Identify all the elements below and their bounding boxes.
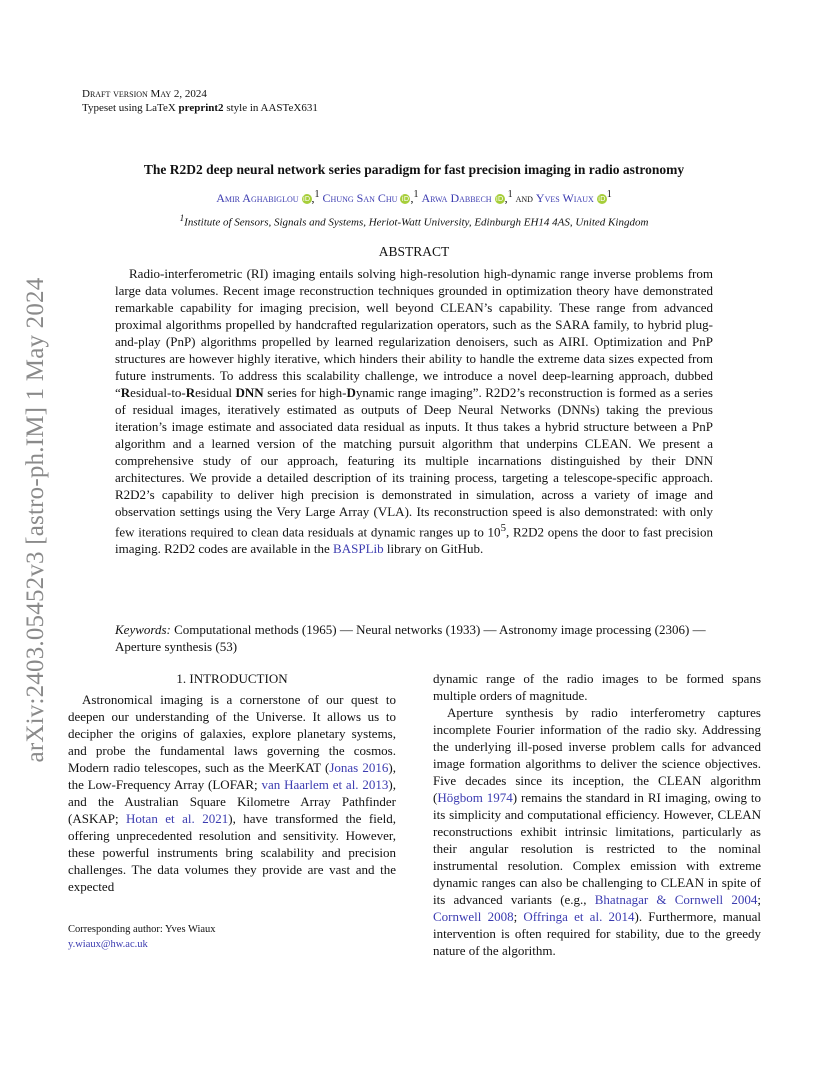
paper-title: The R2D2 deep neural network series paradigm for fast precision imaging in radio astronomy bbox=[143, 162, 685, 177]
citation-link[interactable]: Jonas 2016 bbox=[329, 760, 389, 775]
orcid-icon[interactable]: iD bbox=[302, 195, 311, 203]
citation-link[interactable]: van Haarlem et al. 2013 bbox=[261, 777, 389, 792]
citation-link[interactable]: Bhatnagar & Cornwell 2004 bbox=[594, 892, 758, 907]
document-header bbox=[82, 87, 318, 115]
citation-link[interactable]: Offringa et al. 2014 bbox=[523, 909, 635, 924]
author-name[interactable]: Yves Wiaux bbox=[535, 191, 594, 205]
orcid-icon[interactable]: iD bbox=[401, 195, 410, 203]
citation-link[interactable]: Hotan et al. 2021 bbox=[126, 811, 229, 826]
author-name[interactable]: Amir Aghabiglou bbox=[216, 191, 299, 205]
keywords-label: Keywords: bbox=[115, 622, 171, 637]
email-link[interactable]: y.wiaux@hw.ac.uk bbox=[68, 939, 148, 950]
citation-link[interactable]: Högbom 1974 bbox=[437, 790, 513, 805]
affiliation: $^1$Institute of Sensors, Signals and Systems, Heriot-Watt University, Edinburgh EH14 4AS, United Kingdom bbox=[179, 213, 649, 229]
author-list: Amir Aghabiglou iD,$^1$ Chung San Chu iD,$^1$ Arwa Dabbech iD,$^1$ and Yves Wiaux $iD^1$ bbox=[216, 189, 612, 205]
left-column bbox=[68, 670, 396, 895]
abstract-body: Radio-interferometric (RI) imaging entails solving high-resolution high-dynamic range inverse problems from large data volumes. Recent image reconstruction techniques grounded in optimization theory have demonstrated remarkable capability for imaging precision, well beyond CLEAN’s capability. These range from advanced proximal algorithms propelled by handcrafted regularization operators, such as the SARA family, to hybrid plug-and-play (PnP) algorithms propelled by learned regularization denoisers, such as AIRI. Optimization and PnP structures are however highly iterative, which hinders their ability to handle the extreme data sizes expected from future instruments. To address this scalability challenge, we introduce a novel deep-learning approach, dubbed “Residual-to-Residual DNN series for high-Dynamic range imaging”. R2D2’s reconstruction is formed as a series of residual images, iteratively estimated as outputs of Deep Neural Networks (DNNs) taking the previous iteration’s image estimate and associated data residual as inputs. It thus takes a hybrid structure between a PnP algorithm and a learned version of the matching pursuit algorithm that underpins CLEAN. We present a comprehensive study of our approach, featuring its multiple incarnations distinguished by their DNN architectures. We provide a detailed description of its training process, targeting a telescope-specific approach. R2D2’s capability to deliver high precision is demonstrated in simulation, across a variety of image and observation settings using the Very Large Array (VLA). Its reconstruction speed is also demonstrated: with only few iterations required to clean data residuals at dynamic ranges up to $10^5$, R2D2 opens the door to fast precision imaging. R2D2 codes are available in the BASPLib library on GitHub. bbox=[115, 266, 713, 557]
orcid-icon[interactable]: iD bbox=[598, 195, 606, 203]
author-name[interactable]: Arwa Dabbech bbox=[421, 191, 492, 205]
orcid-icon[interactable]: iD bbox=[495, 195, 504, 203]
intro-paragraph: Astronomical imaging is a cornerstone of our quest to deepen our understanding of the Universe. It allows us to decipher the origins of galaxies, explore planetary systems, and probe the fundamental laws governing the cosmos. Modern radio telescopes, such as the MeerKAT (Jonas 2016), the Low-Frequency Array (LOFAR; van Haarlem et al. 2013), and the Australian Square Kilometre Array Pathfinder (ASKAP; Hotan et al. 2021), have transformed the field, offering unprecedented resolution and sensitivity. However, these powerful instruments bring scalability and precision challenges. The data volumes they provide are vast and the expected bbox=[68, 692, 396, 894]
draft-version-line: Draft version May 2, 2024 bbox=[82, 88, 207, 100]
corresponding-author-footnote: Corresponding author: Yves Wiaux y.wiaux@hw.ac.uk bbox=[68, 922, 396, 952]
right-column bbox=[433, 670, 761, 959]
keywords: Keywords: Computational methods (1965) — Neural networks (1933) — Astronomy image processing (2306) — Aperture synthesis (53) bbox=[115, 622, 706, 654]
arxiv-identifier-stamp: arXiv:2403.05452v3 [astro-ph.IM] 1 May 2024 bbox=[22, 277, 49, 763]
typeset-class: preprint2 bbox=[178, 102, 224, 114]
typeset-line: Typeset using LaTeX preprint2 style in AASTeX631 bbox=[82, 102, 318, 114]
intro-paragraph-continued: dynamic range of the radio images to be formed spans multiple orders of magnitude. bbox=[433, 671, 761, 703]
author-name[interactable]: Chung San Chu bbox=[322, 191, 398, 205]
intro-paragraph: Aperture synthesis by radio interferometry captures incomplete Fourier information of the radio sky. Addressing the underlying ill-posed inverse problem calls for advanced image formation algorithms to deliver the science objectives. Five decades since its inception, the CLEAN algorithm (Högbom 1974) remains the standard in RI imaging, owing to its simplicity and computational efficiency. However, CLEAN reconstructions exhibit intrinsic limitations, particularly as their angular resolution is restricted to the nominal instrumental resolution. Complex emission with extreme dynamic ranges can also be challenging to CLEAN in spite of its advanced variants (e.g., Bhatnagar & Cornwell 2004; Cornwell 2008; Offringa et al. 2014). Furthermore, manual intervention is often required for stability, due to the greedy nature of the algorithm. bbox=[433, 705, 762, 958]
abstract-heading: ABSTRACT bbox=[378, 244, 450, 259]
section-heading: 1. INTRODUCTION bbox=[176, 671, 288, 686]
citation-link[interactable]: Cornwell 2008 bbox=[433, 909, 514, 924]
basplib-link[interactable]: BASPLib bbox=[333, 541, 384, 557]
latex-logo: LaTeX bbox=[145, 102, 176, 114]
